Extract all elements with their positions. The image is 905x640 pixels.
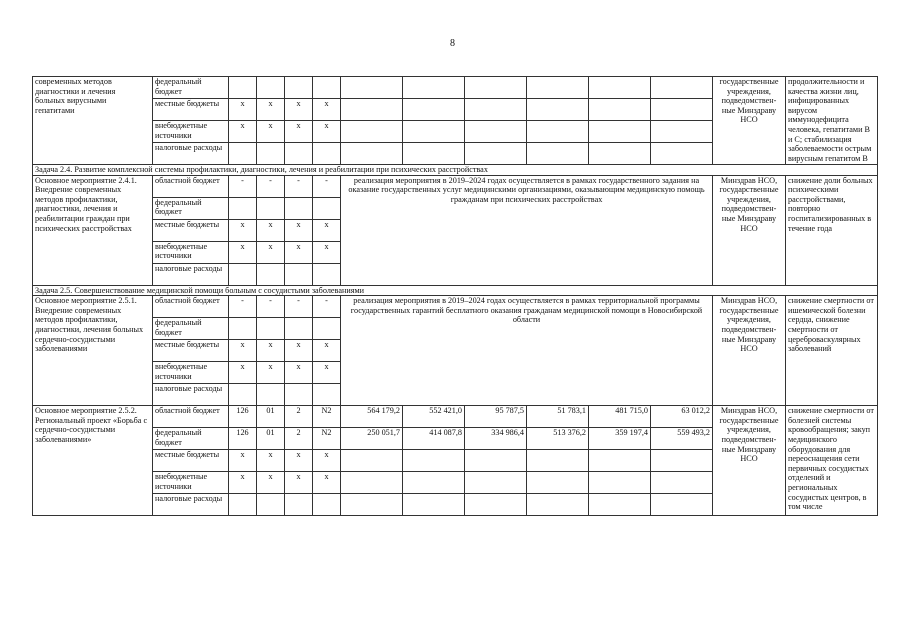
expected-result: снижение доли больных психическими расстройствами, повторно госпитализированных в течение года xyxy=(786,175,878,285)
amount-cell xyxy=(403,99,465,121)
funding-source: федеральный бюджет xyxy=(153,197,229,219)
code-cell xyxy=(285,143,313,165)
code-cell xyxy=(285,197,313,219)
code-cell xyxy=(257,77,285,99)
code-cell: х xyxy=(313,472,341,494)
amount-cell xyxy=(465,77,527,99)
funding-source: налоговые расходы xyxy=(153,143,229,165)
code-cell: х xyxy=(257,450,285,472)
amount-cell xyxy=(589,472,651,494)
amount-cell xyxy=(651,99,713,121)
funding-source: внебюджетные источники xyxy=(153,362,229,384)
amount-cell xyxy=(651,472,713,494)
table-row xyxy=(33,175,878,197)
funding-source: местные бюджеты xyxy=(153,99,229,121)
code-cell xyxy=(229,263,257,285)
funding-source: областной бюджет xyxy=(153,175,229,197)
code-cell: х xyxy=(229,340,257,362)
funding-source: федеральный бюджет xyxy=(153,77,229,99)
code-cell: - xyxy=(285,296,313,318)
code-cell: х xyxy=(229,99,257,121)
code-cell xyxy=(229,494,257,516)
code-cell: х xyxy=(257,362,285,384)
amount-cell: 250 051,7 xyxy=(341,428,403,450)
code-cell xyxy=(313,318,341,340)
task-heading: Задача 2.5. Совершенствование медицинской помощи больным с сосудистыми заболеваниями xyxy=(33,285,878,296)
code-cell: х xyxy=(229,219,257,241)
amount-cell: 95 787,5 xyxy=(465,406,527,428)
code-cell: х xyxy=(285,219,313,241)
amount-cell: 513 376,2 xyxy=(527,428,589,450)
code-cell xyxy=(257,494,285,516)
amount-cell xyxy=(465,450,527,472)
amount-cell: 334 986,4 xyxy=(465,428,527,450)
amount-cell: 552 421,0 xyxy=(403,406,465,428)
code-cell: N2 xyxy=(313,428,341,450)
code-cell xyxy=(229,318,257,340)
amount-cell xyxy=(589,77,651,99)
code-cell: х xyxy=(285,362,313,384)
executor: Минздрав НСО, государственные учреждения, подведомствен-ные Минздраву НСО xyxy=(713,406,786,516)
code-cell xyxy=(313,263,341,285)
code-cell: х xyxy=(257,99,285,121)
amount-cell: 359 197,4 xyxy=(589,428,651,450)
amount-cell xyxy=(589,99,651,121)
task-row xyxy=(33,165,878,176)
amount-cell xyxy=(341,143,403,165)
funding-source: внебюджетные источники xyxy=(153,241,229,263)
code-cell xyxy=(285,263,313,285)
funding-source: федеральный бюджет xyxy=(153,428,229,450)
amount-cell: 564 179,2 xyxy=(341,406,403,428)
amount-cell xyxy=(589,494,651,516)
amount-cell xyxy=(341,450,403,472)
code-cell xyxy=(257,384,285,406)
amount-cell xyxy=(403,121,465,143)
funding-source: внебюджетные источники xyxy=(153,121,229,143)
code-cell xyxy=(313,494,341,516)
funding-source: областной бюджет xyxy=(153,296,229,318)
code-cell: 01 xyxy=(257,406,285,428)
code-cell: - xyxy=(229,296,257,318)
funding-source: местные бюджеты xyxy=(153,450,229,472)
code-cell: х xyxy=(285,121,313,143)
code-cell: - xyxy=(285,175,313,197)
amount-cell xyxy=(465,143,527,165)
amount-cell xyxy=(403,494,465,516)
code-cell: х xyxy=(285,340,313,362)
amount-cell: 414 087,8 xyxy=(403,428,465,450)
amount-cell xyxy=(341,99,403,121)
amount-cell: 559 493,2 xyxy=(651,428,713,450)
code-cell: х xyxy=(285,241,313,263)
code-cell: х xyxy=(313,219,341,241)
code-cell: 126 xyxy=(229,428,257,450)
amount-cell xyxy=(527,77,589,99)
implementation-note: реализация мероприятия в 2019–2024 годах осуществляется в рамках государственного задания на оказание государственных услуг медицинскими организациями, оказывающим медицинскую помощь гражданам при психических расстройствах xyxy=(341,175,713,285)
funding-source: налоговые расходы xyxy=(153,384,229,406)
amount-cell xyxy=(651,143,713,165)
code-cell: х xyxy=(285,450,313,472)
code-cell xyxy=(285,77,313,99)
code-cell: 2 xyxy=(285,406,313,428)
amount-cell xyxy=(651,77,713,99)
table-row xyxy=(33,406,878,428)
program-table xyxy=(32,76,878,516)
code-cell xyxy=(229,384,257,406)
code-cell: - xyxy=(313,296,341,318)
funding-source: областной бюджет xyxy=(153,406,229,428)
amount-cell xyxy=(527,121,589,143)
amount-cell xyxy=(403,472,465,494)
amount-cell: 481 715,0 xyxy=(589,406,651,428)
amount-cell: 51 783,1 xyxy=(527,406,589,428)
code-cell: х xyxy=(257,340,285,362)
code-cell xyxy=(313,77,341,99)
code-cell xyxy=(257,318,285,340)
code-cell: - xyxy=(229,175,257,197)
code-cell xyxy=(229,143,257,165)
code-cell: х xyxy=(257,241,285,263)
code-cell xyxy=(313,197,341,219)
amount-cell xyxy=(465,472,527,494)
amount-cell xyxy=(527,494,589,516)
code-cell: х xyxy=(257,219,285,241)
code-cell: - xyxy=(257,175,285,197)
funding-source: налоговые расходы xyxy=(153,263,229,285)
amount-cell xyxy=(465,494,527,516)
code-cell: х xyxy=(313,241,341,263)
code-cell: х xyxy=(229,241,257,263)
task-heading: Задача 2.4. Развитие комплексной системы профилактики, диагностики, лечения и реабилитации при психических расстройствах xyxy=(33,165,878,176)
amount-cell xyxy=(341,77,403,99)
funding-source: местные бюджеты xyxy=(153,219,229,241)
amount-cell xyxy=(527,450,589,472)
code-cell: 126 xyxy=(229,406,257,428)
code-cell xyxy=(229,77,257,99)
code-cell: х xyxy=(229,472,257,494)
code-cell: 01 xyxy=(257,428,285,450)
code-cell xyxy=(229,197,257,219)
measure-name: Основное мероприятие 2.5.1. Внедрение современных методов профилактики, диагностики, лечения больных сердечно-сосудистыми заболеваниями xyxy=(33,296,153,406)
code-cell: х xyxy=(313,99,341,121)
expected-result: снижение смертности от болезней системы кровообращения; закуп медицинского оборудования для переоснащения сети первичных сосудистых отделений и региональных сосудистых центров, в том числе xyxy=(786,406,878,516)
amount-cell xyxy=(651,121,713,143)
measure-name: Основное мероприятие 2.4.1. Внедрение современных методов профилактики, диагностики, лечения и реабилитации граждан при психических расстройствах xyxy=(33,175,153,285)
amount-cell xyxy=(527,99,589,121)
amount-cell xyxy=(341,121,403,143)
funding-source: федеральный бюджет xyxy=(153,318,229,340)
funding-source: внебюджетные источники xyxy=(153,472,229,494)
amount-cell xyxy=(341,472,403,494)
code-cell: х xyxy=(313,121,341,143)
code-cell: х xyxy=(313,340,341,362)
code-cell: х xyxy=(285,99,313,121)
code-cell: N2 xyxy=(313,406,341,428)
amount-cell xyxy=(465,121,527,143)
measure-name: Основное мероприятие 2.5.2. Региональный проект «Борьба с сердечно-сосудистыми заболеваниями» xyxy=(33,406,153,516)
code-cell xyxy=(257,197,285,219)
amount-cell xyxy=(465,99,527,121)
amount-cell xyxy=(341,494,403,516)
amount-cell xyxy=(589,143,651,165)
funding-source: местные бюджеты xyxy=(153,340,229,362)
code-cell xyxy=(285,384,313,406)
amount-cell xyxy=(527,143,589,165)
task-row xyxy=(33,285,878,296)
code-cell: - xyxy=(313,175,341,197)
amount-cell xyxy=(589,450,651,472)
code-cell xyxy=(313,384,341,406)
amount-cell xyxy=(403,77,465,99)
amount-cell xyxy=(527,472,589,494)
expected-result: снижение смертности от ишемической болезни сердца, снижение смертности от цереброваскулярных заболеваний xyxy=(786,296,878,406)
code-cell xyxy=(257,263,285,285)
executor: Минздрав НСО, государственные учреждения, подведомствен-ные Минздраву НСО xyxy=(713,175,786,285)
code-cell xyxy=(257,143,285,165)
executor: государственные учреждения, подведомствен-ные Минздраву НСО xyxy=(713,77,786,165)
table-row xyxy=(33,77,878,99)
amount-cell xyxy=(403,143,465,165)
code-cell: х xyxy=(229,450,257,472)
code-cell: х xyxy=(313,362,341,384)
code-cell xyxy=(285,494,313,516)
page-number: 8 xyxy=(450,38,455,49)
code-cell: х xyxy=(257,121,285,143)
expected-result: продолжительности и качества жизни лиц, инфицированных вирусом иммунодефицита человека, гепатитами В и С; стабилизация заболеваемости острым вирусным гепатитом В xyxy=(786,77,878,165)
code-cell: 2 xyxy=(285,428,313,450)
amount-cell xyxy=(589,121,651,143)
code-cell xyxy=(285,318,313,340)
amount-cell xyxy=(403,450,465,472)
code-cell: х xyxy=(229,121,257,143)
code-cell: - xyxy=(257,296,285,318)
code-cell: х xyxy=(229,362,257,384)
amount-cell xyxy=(651,450,713,472)
amount-cell: 63 012,2 xyxy=(651,406,713,428)
code-cell: х xyxy=(313,450,341,472)
measure-name: современных методов диагностики и лечения больных вирусными гепатитами xyxy=(33,77,153,165)
code-cell xyxy=(313,143,341,165)
executor: Минздрав НСО, государственные учреждения, подведомствен-ные Минздраву НСО xyxy=(713,296,786,406)
code-cell: х xyxy=(257,472,285,494)
table-row xyxy=(33,296,878,318)
code-cell: х xyxy=(285,472,313,494)
implementation-note: реализация мероприятия в 2019–2024 годах осуществляется в рамках территориальной программы государственных гарантий бесплатного оказания гражданам медицинской помощи в Новосибирской области xyxy=(341,296,713,406)
amount-cell xyxy=(651,494,713,516)
funding-source: налоговые расходы xyxy=(153,494,229,516)
